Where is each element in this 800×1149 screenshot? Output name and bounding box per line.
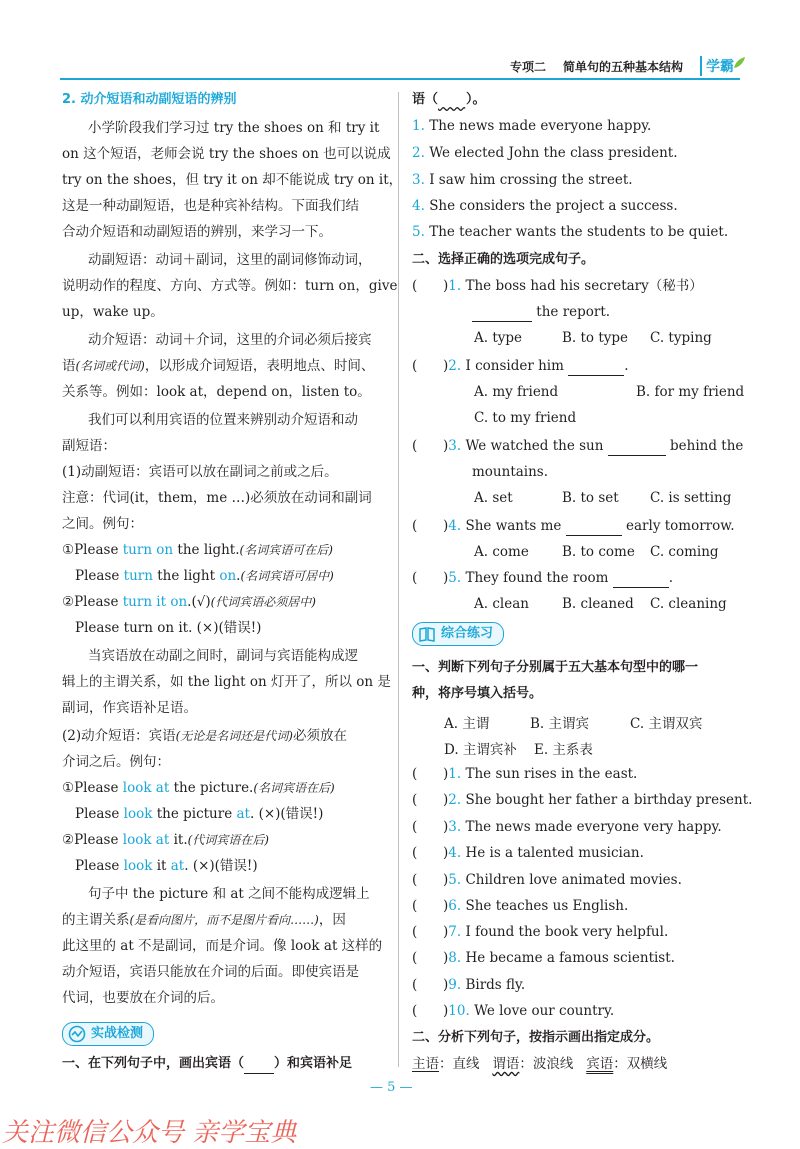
- mc-stem-cont: behind the: [665, 438, 744, 454]
- mc-stem: The boss had his secretary（秘书）: [465, 278, 703, 294]
- para-1-line-5: 合动介短语和动副短语的辨别，来学习一下。: [62, 224, 332, 240]
- item-number: 2.: [448, 358, 462, 374]
- task-1-line: [62, 1054, 352, 1074]
- example-highlight: look: [123, 806, 153, 822]
- brand-logo: 学霸: [700, 56, 734, 76]
- task-2-heading: 二、选择正确的选项完成句子。: [412, 252, 595, 267]
- rule-1-note-1: 注意：代词(it，them，me …)必须放在动词和副词: [62, 490, 372, 506]
- mc-stem-cont: early tomorrow.: [621, 518, 735, 534]
- answer-blank[interactable]: [613, 573, 669, 588]
- rule-2-note: (无论是名词还是代词): [175, 729, 293, 743]
- example-highlight: turn it on: [122, 594, 188, 610]
- option-a[interactable]: A. my friend: [474, 384, 559, 400]
- judge-item-1: [412, 764, 637, 784]
- answer-paren[interactable]: ( ): [412, 438, 449, 454]
- example-text: the picture.: [169, 780, 254, 796]
- example-text: ②Please: [62, 832, 123, 848]
- rule-2-text: (2)动介短语：宾语: [62, 728, 176, 744]
- option-a[interactable]: A. come: [474, 544, 529, 560]
- answer-paren[interactable]: ( ): [412, 924, 449, 940]
- legend-subject-desc: ：直线: [439, 1056, 480, 1072]
- para-4-line-2: 副短语：: [62, 438, 116, 454]
- answer-paren[interactable]: ( ): [412, 358, 449, 374]
- mc-stem: I consider him: [465, 358, 569, 374]
- example-5: [62, 778, 335, 798]
- comprehensive-badge: [412, 622, 504, 646]
- example-note: (代词宾语在后): [187, 833, 269, 847]
- para-5-line-2: 辑上的主谓关系，如 the light on 灯开了，所以 on 是: [62, 674, 391, 690]
- example-highlight: look: [123, 858, 153, 874]
- para-1-line-2: on 这个短语，老师会说 try the shoes on 也可以说成: [62, 146, 391, 162]
- example-text: . (×)(错误!): [184, 858, 258, 874]
- para-2-line-3: up，wake up。: [62, 304, 164, 320]
- answer-blank[interactable]: [566, 521, 622, 536]
- mc-question-4: [412, 516, 735, 536]
- option-c[interactable]: C. coming: [650, 544, 719, 560]
- example-text: .(√): [187, 594, 211, 610]
- mc-stem: We watched the sun: [465, 438, 608, 454]
- answer-paren[interactable]: ( ): [412, 819, 449, 835]
- answer-paren[interactable]: ( ): [412, 845, 449, 861]
- mc-stem-cont: .: [668, 570, 674, 586]
- item-sentence: She bought her father a birthday present.: [465, 792, 753, 808]
- option-b[interactable]: B. to set: [562, 490, 619, 506]
- item-number: 10.: [448, 1003, 470, 1019]
- para-5-line-3: 副词，作宾语补足语。: [62, 700, 197, 716]
- task-1-continued: [412, 90, 486, 110]
- legend-predicate: 谓语: [492, 1056, 520, 1072]
- option-b[interactable]: B. for my friend: [636, 384, 745, 400]
- option-a[interactable]: A. clean: [474, 596, 529, 612]
- item-number: 2.: [412, 145, 425, 161]
- sentence-item-3: [412, 170, 633, 190]
- task-1-cont-end: ）。: [466, 92, 486, 107]
- answer-paren[interactable]: ( ): [412, 792, 449, 808]
- task-3-line-2: 种，将序号填入括号。: [412, 686, 543, 701]
- para-6-line-2: [62, 910, 346, 930]
- example-text: it: [152, 858, 171, 874]
- example-text: Please: [75, 568, 124, 584]
- para-3-text-cont: ，以形成介词短语，表明地点、时间、: [144, 358, 375, 374]
- mc-question-1: [412, 276, 703, 296]
- example-7: [62, 830, 269, 850]
- answer-paren[interactable]: ( ): [412, 872, 449, 888]
- rule-2-line-1: [62, 726, 347, 746]
- item-number: 5.: [448, 872, 462, 888]
- item-sentence: He became a famous scientist.: [465, 950, 675, 966]
- para-6-text-cont: ，因: [318, 912, 346, 928]
- page-header: [60, 56, 740, 78]
- item-sentence: The news made everyone very happy.: [465, 819, 722, 835]
- example-highlight: look at: [122, 780, 170, 796]
- example-text: Please: [75, 806, 124, 822]
- para-1-line-3: try on the shoes，但 try it on 却不能说成 try on it，: [62, 172, 403, 188]
- header-rule: [60, 78, 740, 80]
- answer-paren[interactable]: ( ): [412, 898, 449, 914]
- section-heading: 2. 动介短语和动副短语的辨别: [62, 92, 237, 107]
- underline-legend: [412, 1054, 667, 1074]
- example-text: Please: [75, 858, 124, 874]
- example-3: [62, 592, 316, 612]
- type-b: B. 主谓宾: [530, 716, 590, 732]
- item-number: 1.: [412, 118, 425, 134]
- example-text: the light.: [173, 542, 240, 558]
- item-sentence: We love our country.: [474, 1003, 615, 1019]
- judge-item-9: [412, 975, 525, 995]
- example-text: the picture: [152, 806, 237, 822]
- example-highlight: turn: [123, 568, 153, 584]
- item-sentence: Children love animated movies.: [465, 872, 682, 888]
- type-c: C. 主谓双宾: [630, 716, 703, 732]
- chapter-title: 简单句的五种基本结构: [563, 60, 684, 74]
- para-3-text: 语: [62, 358, 76, 374]
- book-icon: [418, 625, 436, 643]
- item-number: 3.: [448, 819, 462, 835]
- answer-paren[interactable]: ( ): [412, 518, 449, 534]
- answer-paren[interactable]: ( ): [412, 278, 449, 294]
- mc-stem: She wants me: [465, 518, 566, 534]
- legend-subject: 主语: [412, 1056, 439, 1072]
- sentence-item-2: [412, 143, 678, 163]
- practice-badge: [62, 1022, 154, 1046]
- para-6-line-5: 代词，也要放在介词的后。: [62, 990, 224, 1006]
- rule-2-line-2: 介词之后。例句：: [62, 754, 170, 770]
- option-b[interactable]: B. to come: [562, 544, 635, 560]
- item-sentence: Birds fly.: [465, 977, 526, 993]
- task-4-heading: 二、分析下列句子，按指示画出指定成分。: [412, 1030, 660, 1045]
- para-4-line-1: 我们可以利用宾语的位置来辨别动介短语和动: [88, 412, 358, 428]
- example-note: (名词宾语可在后): [239, 543, 333, 557]
- example-highlight: at: [236, 806, 250, 822]
- page-number: — 5 —: [370, 1080, 413, 1095]
- legend-object-desc: ：双横线: [613, 1056, 668, 1072]
- judge-item-10: [412, 1001, 614, 1021]
- item-number: 9.: [448, 977, 462, 993]
- brand-leaf-icon: [732, 56, 746, 70]
- item-number: 6.: [448, 898, 462, 914]
- option-b[interactable]: B. to type: [562, 330, 629, 346]
- type-a: A. 主谓: [444, 716, 490, 732]
- example-2: [75, 566, 334, 586]
- item-sentence: We elected John the class president.: [429, 145, 678, 161]
- option-c[interactable]: C. cleaning: [650, 596, 727, 612]
- example-highlight: at: [170, 858, 185, 874]
- sentence-item-4: [412, 196, 678, 216]
- item-sentence: I found the book very helpful.: [465, 924, 669, 940]
- example-text: it.: [169, 832, 188, 848]
- wavy-blank: [438, 90, 466, 110]
- item-number: 1.: [448, 766, 462, 782]
- item-number: 1.: [448, 278, 462, 294]
- mc-stem-cont: .: [624, 358, 629, 374]
- example-text: ②Please: [62, 594, 123, 610]
- type-d: D. 主谓宾补: [444, 742, 517, 758]
- example-highlight: on: [219, 568, 237, 584]
- example-text: ①Please: [62, 542, 123, 558]
- judge-item-8: [412, 948, 675, 968]
- judge-item-3: [412, 817, 722, 837]
- example-highlight: look at: [122, 832, 170, 848]
- para-1-line-1: 小学阶段我们学习过 try the shoes on 和 try it: [88, 120, 380, 136]
- item-number: 5.: [448, 570, 462, 586]
- para-3-note: (名词或代词): [75, 359, 145, 373]
- sentence-item-5: [412, 222, 728, 242]
- para-3-line-2: [62, 356, 374, 376]
- item-number: 4.: [448, 518, 462, 534]
- rule-1-note-2: 之间。例句：: [62, 516, 143, 532]
- item-sentence: The teacher wants the students to be quiet.: [429, 224, 729, 240]
- mc-question-2: [412, 356, 629, 376]
- answer-paren[interactable]: ( ): [412, 570, 449, 586]
- answer-blank[interactable]: [472, 307, 532, 322]
- example-4: Please turn on it. (×)(错误!): [75, 620, 262, 636]
- example-note: (代词宾语必须居中): [210, 595, 316, 609]
- judge-item-2: [412, 790, 752, 810]
- item-sentence: The sun rises in the east.: [465, 766, 638, 782]
- option-c[interactable]: C. typing: [650, 330, 712, 346]
- example-note: (名词宾语可居中): [240, 569, 334, 583]
- practice-badge-label: 实战检测: [91, 1026, 144, 1041]
- para-5-line-1: 当宾语放在动副之间时，副词与宾语能构成逻: [88, 648, 358, 664]
- item-number: 2.: [448, 792, 462, 808]
- item-number: 3.: [412, 172, 425, 188]
- item-number: 4.: [412, 198, 425, 214]
- rule-1: (1)动副短语：宾语可以放在副词之前或之后。: [62, 464, 338, 480]
- legend-predicate-desc: ：波浪线: [519, 1056, 574, 1072]
- answer-blank[interactable]: [608, 441, 666, 456]
- task-1-cont-text: 语（: [412, 92, 439, 107]
- sentence-item-1: [412, 116, 651, 136]
- example-highlight: turn on: [122, 542, 174, 558]
- para-6-line-1: 句子中 the picture 和 at 之间不能构成逻辑上: [88, 886, 370, 902]
- para-6-text: 的主谓关系: [62, 912, 130, 928]
- item-sentence: She teaches us English.: [465, 898, 629, 914]
- option-a[interactable]: A. type: [474, 330, 523, 346]
- option-c[interactable]: C. is setting: [650, 490, 732, 506]
- example-text: .: [236, 568, 241, 584]
- item-number: 5.: [412, 224, 425, 240]
- mc-stem: They found the room: [465, 570, 613, 586]
- example-6: [75, 804, 323, 824]
- practice-icon: [68, 1025, 86, 1043]
- answer-paren[interactable]: ( ): [412, 977, 449, 993]
- task-1-text: 一、在下列句子中，画出宾语（: [62, 1056, 245, 1071]
- legend-object: 宾语: [586, 1056, 614, 1072]
- item-sentence: He is a talented musician.: [465, 845, 644, 861]
- comprehensive-badge-label: 综合练习: [441, 626, 494, 641]
- item-number: 3.: [448, 438, 462, 454]
- item-number: 8.: [448, 950, 462, 966]
- judge-item-7: [412, 922, 668, 942]
- example-8: [75, 856, 258, 876]
- example-note: (名词宾语在后): [253, 781, 335, 795]
- judge-item-4: [412, 843, 644, 863]
- answer-blank[interactable]: [568, 361, 624, 376]
- item-sentence: She considers the project a success.: [429, 198, 678, 214]
- watermark: 关注微信公众号 亲学宝典: [2, 1118, 297, 1148]
- para-2-line-2: 说明动作的程度、方向、方式等。例如：turn on，give: [62, 278, 398, 294]
- answer-paren[interactable]: ( ): [412, 950, 449, 966]
- mc-question-5: [412, 568, 673, 588]
- example-1: [62, 540, 333, 560]
- answer-paren[interactable]: ( ): [412, 1003, 449, 1019]
- example-text: . (×)(错误!): [249, 806, 324, 822]
- para-1-line-4: 这是一种动副短语，也是种宾补结构。下面我们结: [62, 198, 359, 214]
- rule-2-text-cont: 必须放在: [293, 728, 347, 744]
- example-text: ①Please: [62, 780, 123, 796]
- example-text: the light: [152, 568, 220, 584]
- item-number: 4.: [448, 845, 462, 861]
- para-3-line-3: 关系等。例如：look at，depend on，listen to。: [62, 384, 371, 400]
- mc-question-3-line-2: mountains.: [472, 464, 549, 480]
- item-sentence: I saw him crossing the street.: [429, 172, 633, 188]
- task-3-line-1: 一、判断下列句子分别属于五大基本句型中的哪一: [412, 660, 699, 675]
- option-a[interactable]: A. set: [474, 490, 513, 506]
- section-label: 专项二: [510, 60, 547, 74]
- judge-item-5: [412, 870, 682, 890]
- para-6-note: (是看向图片，而不是图片看向……): [129, 913, 319, 927]
- column-divider: [398, 92, 399, 1067]
- task-1-text-cont: ）和宾语补足: [274, 1056, 353, 1071]
- mc-question-1-line-2: [472, 302, 610, 322]
- answer-blank[interactable]: [244, 1059, 274, 1074]
- type-e: E. 主系表: [534, 742, 593, 758]
- para-6-line-4: 动介短语，宾语只能放在介词的后面。即使宾语是: [62, 964, 359, 980]
- option-c[interactable]: C. to my friend: [474, 410, 577, 426]
- mc-stem-cont: the report.: [532, 304, 611, 320]
- para-2-line-1: 动副短语：动词＋副词，这里的副词修饰动词，: [88, 252, 372, 268]
- para-6-line-3: 此这里的 at 不是副词，而是介词。像 look at 这样的: [62, 938, 383, 954]
- mc-question-3: [412, 436, 743, 456]
- judge-item-6: [412, 896, 628, 916]
- para-3-line-1: 动介短语：动词＋介词，这里的介词必须后接宾: [88, 332, 372, 348]
- item-number: 7.: [448, 924, 462, 940]
- option-b[interactable]: B. cleaned: [562, 596, 634, 612]
- item-sentence: The news made everyone happy.: [429, 118, 652, 134]
- answer-paren[interactable]: ( ): [412, 766, 449, 782]
